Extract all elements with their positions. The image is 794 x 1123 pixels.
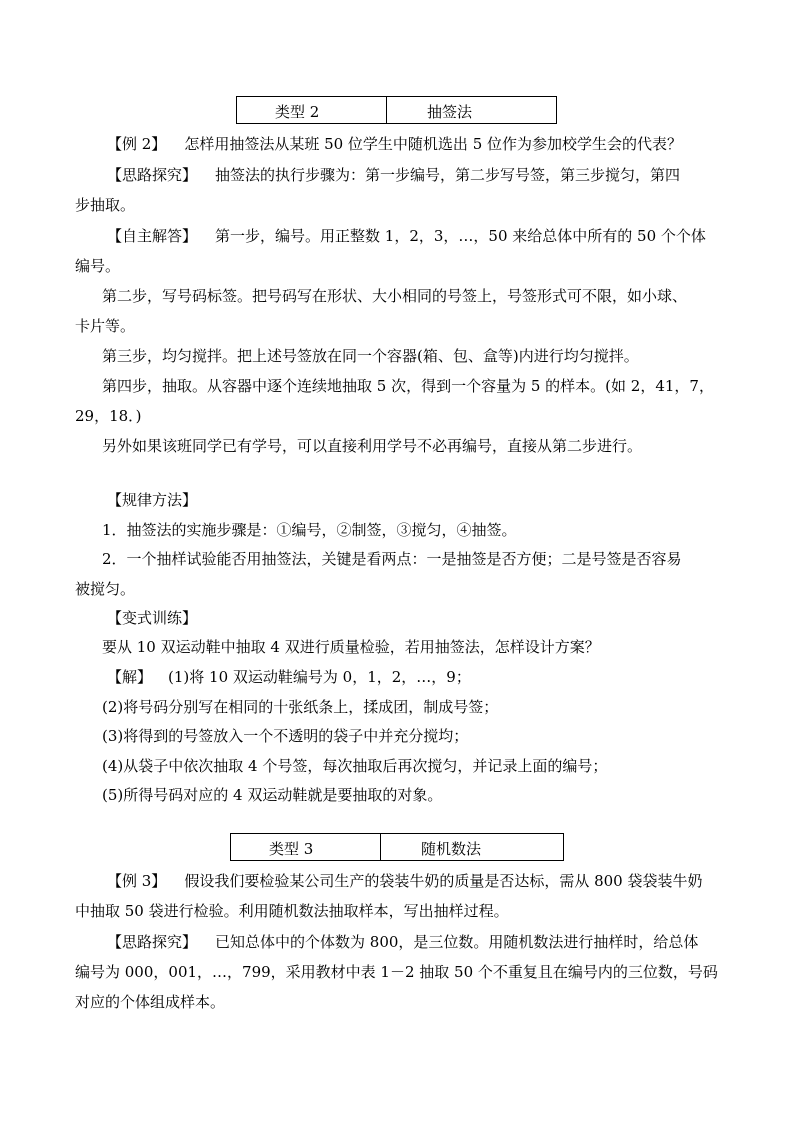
method-item-1: 1．抽签法的实施步骤是：①编号，②制签，③搅匀，④抽签。 (102, 521, 517, 539)
explore-3-line-3: 对应的个体组成样本。 (75, 993, 226, 1011)
type-2-name: 抽签法 (427, 103, 473, 121)
practice-solution-line-1 (107, 667, 727, 687)
example-2-tag: 【例 2】 (107, 135, 167, 153)
practice-solution-step-1: (1)将 10 双运动鞋编号为 0，1，2，…，9； (168, 668, 471, 686)
explore-2-line-2: 步抽取。 (75, 196, 136, 214)
practice-solution-step-3: (3)将得到的号签放入一个不透明的袋子中并充分搅均； (102, 727, 469, 745)
type-3-label: 类型 3 (231, 834, 381, 860)
explore-2-tag: 【思路探究】 (107, 166, 198, 184)
method-item-2-line-1: 2．一个抽样试验能否用抽签法，关键是看两点：一是抽签是否方便；二是号签是否容易 (102, 550, 682, 568)
type-2-header-box (236, 96, 557, 124)
practice-solution-step-2: (2)将号码分别写在相同的十张纸条上，揉成团，制成号签； (102, 698, 499, 716)
type-3-name: 随机数法 (421, 840, 482, 858)
method-item-2-line-2: 被搅匀。 (75, 580, 136, 598)
method-tag: 【规律方法】 (107, 491, 198, 509)
example-3-question-line-1 (107, 871, 727, 891)
practice-solution-step-5: (5)所得号码对应的 4 双运动鞋就是要抽取的对象。 (102, 786, 443, 804)
step-4-line-2: 29，18．) (75, 407, 142, 425)
explore-3-tag: 【思路探究】 (107, 933, 198, 951)
practice-solution-step-4: (4)从袋子中依次抽取 4 个号签，每次抽取后再次搅匀，并记录上面的编号； (102, 757, 608, 775)
step-2-line-1: 第二步，写号码标签。把号码写在形状、大小相同的号签上，号签形式可不限，如小球、 (102, 287, 688, 305)
practice-question: 要从 10 双运动鞋中抽取 4 双进行质量检验，若用抽签法，怎样设计方案？ (102, 638, 600, 656)
answer-2-line-1 (107, 226, 727, 246)
example-3-tag: 【例 3】 (107, 872, 167, 890)
explore-3-line-1 (107, 932, 727, 952)
example-3-question-line-2: 中抽取 50 袋进行检验。利用随机数法抽取样本，写出抽样过程。 (75, 902, 509, 920)
example-2-question-line (107, 134, 727, 154)
type-2-label: 类型 2 (237, 97, 387, 123)
explore-3-text-1: 已知总体中的个体数为 800，是三位数。用随机数法进行抽样时，给总体 (215, 933, 699, 951)
step-2-line-2: 卡片等。 (75, 317, 136, 335)
example-2-question: 怎样用抽签法从某班 50 位学生中随机选出 5 位作为参加校学生会的代表？ (184, 135, 683, 153)
explore-3-line-2: 编号为 000，001，…，799，采用教材中表 1－2 抽取 50 个不重复且在编号内的三位数，号码 (75, 963, 718, 981)
type-3-header-box (230, 833, 564, 861)
step-4-line-1: 第四步，抽取。从容器中逐个连续地抽取 5 次，得到一个容量为 5 的样本。(如 2，41，7， (102, 377, 714, 395)
example-2-note: 另外如果该班同学已有学号，可以直接利用学号不必再编号，直接从第二步进行。 (102, 437, 643, 455)
example-3-question-1: 假设我们要检验某公司生产的袋装牛奶的质量是否达标，需从 800 袋袋装牛奶 (184, 872, 703, 890)
explore-2-text-1: 抽签法的执行步骤为：第一步编号，第二步写号签，第三步搅匀，第四 (215, 166, 681, 184)
practice-tag: 【变式训练】 (107, 609, 198, 627)
answer-2-tag: 【自主解答】 (107, 227, 198, 245)
practice-solution-tag: 【解】 (107, 668, 153, 686)
answer-2-text-1: 第一步，编号。用正整数 1，2，3，…，50 来给总体中所有的 50 个个体 (215, 227, 706, 245)
step-3-line: 第三步，均匀搅拌。把上述号签放在同一个容器(箱、包、盒等)内进行均匀搅拌。 (102, 347, 639, 365)
answer-2-line-2: 编号。 (75, 257, 121, 275)
explore-2-line-1 (107, 165, 727, 185)
